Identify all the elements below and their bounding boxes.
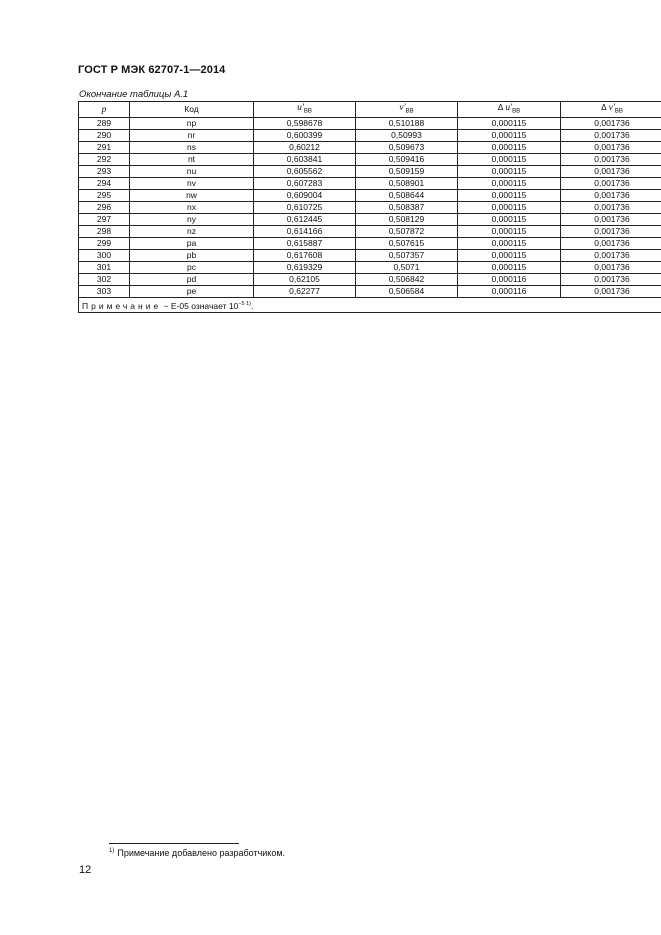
cell-p: 298: [79, 225, 130, 237]
cell-v: 0,510188: [356, 117, 458, 129]
cell-delta-v: 0,001736: [561, 285, 661, 297]
cell-u: 0,614166: [254, 225, 356, 237]
cell-delta-v: 0,001736: [561, 201, 661, 213]
cell-delta-v: 0,001736: [561, 249, 661, 261]
cell-delta-v: 0,001736: [561, 225, 661, 237]
cell-u: 0,605562: [254, 165, 356, 177]
cell-delta-v: 0,001736: [561, 117, 661, 129]
cell-v: 0,50993: [356, 129, 458, 141]
cell-u: 0,598678: [254, 117, 356, 129]
cell-u: 0,615887: [254, 237, 356, 249]
cell-v: 0,5071: [356, 261, 458, 273]
cell-u: 0,600399: [254, 129, 356, 141]
table-caption: Окончание таблицы А.1: [79, 89, 189, 100]
cell-p: 292: [79, 153, 130, 165]
cell-p: 294: [79, 177, 130, 189]
cell-v: 0,507357: [356, 249, 458, 261]
note-superscript: −5 1): [238, 300, 251, 307]
table-header-row: [79, 102, 661, 118]
cell-v: 0,508387: [356, 201, 458, 213]
cell-delta-u: 0,000115: [458, 141, 561, 153]
table-row: [79, 237, 661, 249]
column-header-u: $u'_{BB}$: [254, 102, 356, 118]
page-number: 12: [79, 864, 92, 876]
cell-delta-u: 0,000115: [458, 201, 561, 213]
cell-delta-v: 0,001736: [561, 261, 661, 273]
cell-delta-v: 0,001736: [561, 237, 661, 249]
cell-code: nt: [130, 153, 254, 165]
footnote: [109, 848, 285, 858]
cell-code: pa: [130, 237, 254, 249]
cell-p: 296: [79, 201, 130, 213]
cell-p: 303: [79, 285, 130, 297]
cell-v: 0,508901: [356, 177, 458, 189]
column-header-v: $v'_{BB}$: [356, 102, 458, 118]
table-row: [79, 165, 661, 177]
cell-code: nw: [130, 189, 254, 201]
cell-delta-u: 0,000115: [458, 129, 561, 141]
cell-u: 0,619329: [254, 261, 356, 273]
cell-delta-v: 0,001736: [561, 153, 661, 165]
cell-u: 0,60212: [254, 141, 356, 153]
cell-p: 289: [79, 117, 130, 129]
cell-u: 0,610725: [254, 201, 356, 213]
cell-v: 0,507615: [356, 237, 458, 249]
cell-delta-v: 0,001736: [561, 177, 661, 189]
cell-code: nz: [130, 225, 254, 237]
data-table: [78, 101, 661, 313]
cell-v: 0,507872: [356, 225, 458, 237]
data-table-container: [78, 101, 630, 313]
cell-delta-v: 0,001736: [561, 213, 661, 225]
cell-p: 295: [79, 189, 130, 201]
cell-u: 0,603841: [254, 153, 356, 165]
document-header: ГОСТ Р МЭК 62707-1—2014: [78, 64, 226, 76]
cell-delta-u: 0,000116: [458, 273, 561, 285]
cell-code: pe: [130, 285, 254, 297]
cell-delta-u: 0,000115: [458, 237, 561, 249]
footnote-divider: [109, 843, 239, 844]
cell-u: 0,607283: [254, 177, 356, 189]
table-row: [79, 189, 661, 201]
cell-v: 0,506842: [356, 273, 458, 285]
cell-v: 0,509159: [356, 165, 458, 177]
cell-delta-u: 0,000115: [458, 225, 561, 237]
table-row: [79, 153, 661, 165]
cell-delta-v: 0,001736: [561, 129, 661, 141]
cell-code: pc: [130, 261, 254, 273]
table-body: [79, 117, 661, 297]
note-text: − E-05 означает 10: [161, 300, 239, 311]
cell-code: nv: [130, 177, 254, 189]
table-row: [79, 213, 661, 225]
cell-p: 302: [79, 273, 130, 285]
cell-code: np: [130, 117, 254, 129]
cell-code: pd: [130, 273, 254, 285]
cell-delta-v: 0,001736: [561, 141, 661, 153]
cell-delta-v: 0,001736: [561, 165, 661, 177]
cell-p: 291: [79, 141, 130, 153]
cell-code: ny: [130, 213, 254, 225]
table-row: [79, 129, 661, 141]
cell-v: 0,506584: [356, 285, 458, 297]
cell-v: 0,509673: [356, 141, 458, 153]
cell-u: 0,62277: [254, 285, 356, 297]
cell-delta-u: 0,000115: [458, 117, 561, 129]
cell-delta-u: 0,000115: [458, 177, 561, 189]
cell-p: 290: [79, 129, 130, 141]
table-row: [79, 201, 661, 213]
footnote-text: Примечание добавлено разработчиком.: [117, 848, 286, 858]
table-row: [79, 285, 661, 297]
table-row: [79, 225, 661, 237]
cell-v: 0,509416: [356, 153, 458, 165]
column-header-p: p: [79, 102, 130, 118]
note-label: Примечание: [82, 300, 162, 311]
cell-u: 0,609004: [254, 189, 356, 201]
cell-delta-v: 0,001736: [561, 273, 661, 285]
cell-code: pb: [130, 249, 254, 261]
cell-u: 0,62105: [254, 273, 356, 285]
table-row: [79, 141, 661, 153]
footnote-marker: 1): [109, 848, 115, 854]
cell-p: 301: [79, 261, 130, 273]
cell-p: 293: [79, 165, 130, 177]
cell-delta-u: 0,000115: [458, 261, 561, 273]
table-note: Примечание − E-05 означает $10^{-5 1)}$.: [79, 297, 661, 312]
column-header-code: Код: [130, 102, 254, 118]
cell-code: ns: [130, 141, 254, 153]
cell-u: 0,617608: [254, 249, 356, 261]
cell-delta-u: 0,000115: [458, 249, 561, 261]
cell-code: nr: [130, 129, 254, 141]
column-header-delta-v: Δ $v'_{BB}$: [561, 102, 661, 118]
cell-delta-u: 0,000115: [458, 189, 561, 201]
cell-delta-u: 0,000115: [458, 165, 561, 177]
table-row: [79, 273, 661, 285]
table-row: [79, 261, 661, 273]
table-row: [79, 249, 661, 261]
table-note-row: [79, 297, 661, 312]
cell-delta-v: 0,001736: [561, 189, 661, 201]
cell-p: 297: [79, 213, 130, 225]
cell-v: 0,508129: [356, 213, 458, 225]
cell-code: nu: [130, 165, 254, 177]
cell-v: 0,508644: [356, 189, 458, 201]
cell-p: 300: [79, 249, 130, 261]
cell-delta-u: 0,000115: [458, 213, 561, 225]
table-row: [79, 117, 661, 129]
cell-code: nx: [130, 201, 254, 213]
cell-p: 299: [79, 237, 130, 249]
table-row: [79, 177, 661, 189]
column-header-delta-u: Δ $u'_{BB}$: [458, 102, 561, 118]
cell-delta-u: 0,000115: [458, 153, 561, 165]
cell-delta-u: 0,000116: [458, 285, 561, 297]
cell-u: 0,612445: [254, 213, 356, 225]
